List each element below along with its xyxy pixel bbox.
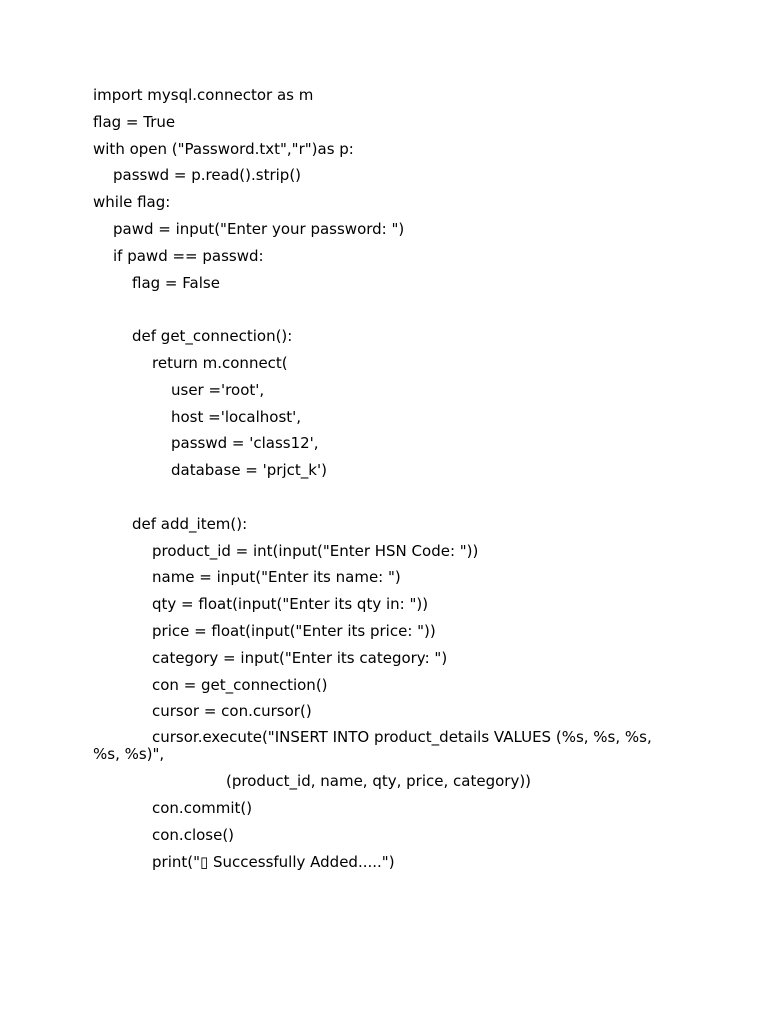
code-line: name = input("Enter its name: "): [152, 568, 401, 587]
code-line: passwd = p.read().strip(): [113, 166, 302, 185]
code-line: database = 'prjct_k'): [171, 461, 327, 480]
code-line: con = get_connection(): [152, 675, 328, 694]
code-line: category = input("Enter its category: "): [152, 648, 448, 667]
code-line: import mysql.connector as m: [93, 86, 314, 104]
code-line: con.close(): [152, 825, 235, 844]
code-line: con.commit(): [152, 798, 253, 817]
code-line: def get_connection():: [132, 327, 293, 346]
code-line: return m.connect(: [152, 353, 288, 372]
blank-line: [93, 300, 693, 318]
code-line: pawd = input("Enter your password: "): [113, 219, 405, 238]
blank-line: [93, 488, 693, 506]
code-line: host ='localhost',: [171, 407, 302, 426]
code-line: flag = True: [93, 112, 176, 131]
code-line: user ='root',: [171, 380, 265, 399]
code-line: while flag:: [93, 193, 171, 212]
code-line: with open ("Password.txt","r")as p:: [93, 139, 354, 158]
code-line: passwd = 'class12',: [171, 434, 319, 453]
code-line: print("▯ Successfully Added....."): [152, 852, 395, 871]
code-line: flag = False: [132, 273, 220, 292]
code-line: (product_id, name, qty, price, category)): [226, 772, 532, 791]
code-line: qty = float(input("Enter its qty in: ")): [152, 595, 429, 614]
code-listing: [93, 86, 693, 879]
code-line: cursor = con.cursor(): [152, 702, 312, 721]
code-line: price = float(input("Enter its price: ")): [152, 621, 436, 640]
code-line-wrapped: cursor.execute("INSERT INTO product_details VALUES (%s, %s, %s, %s, %s)",: [93, 728, 657, 764]
code-line: product_id = int(input("Enter HSN Code: ")): [152, 541, 479, 560]
code-line: def add_item():: [132, 514, 248, 533]
code-line: if pawd == passwd:: [113, 246, 264, 265]
